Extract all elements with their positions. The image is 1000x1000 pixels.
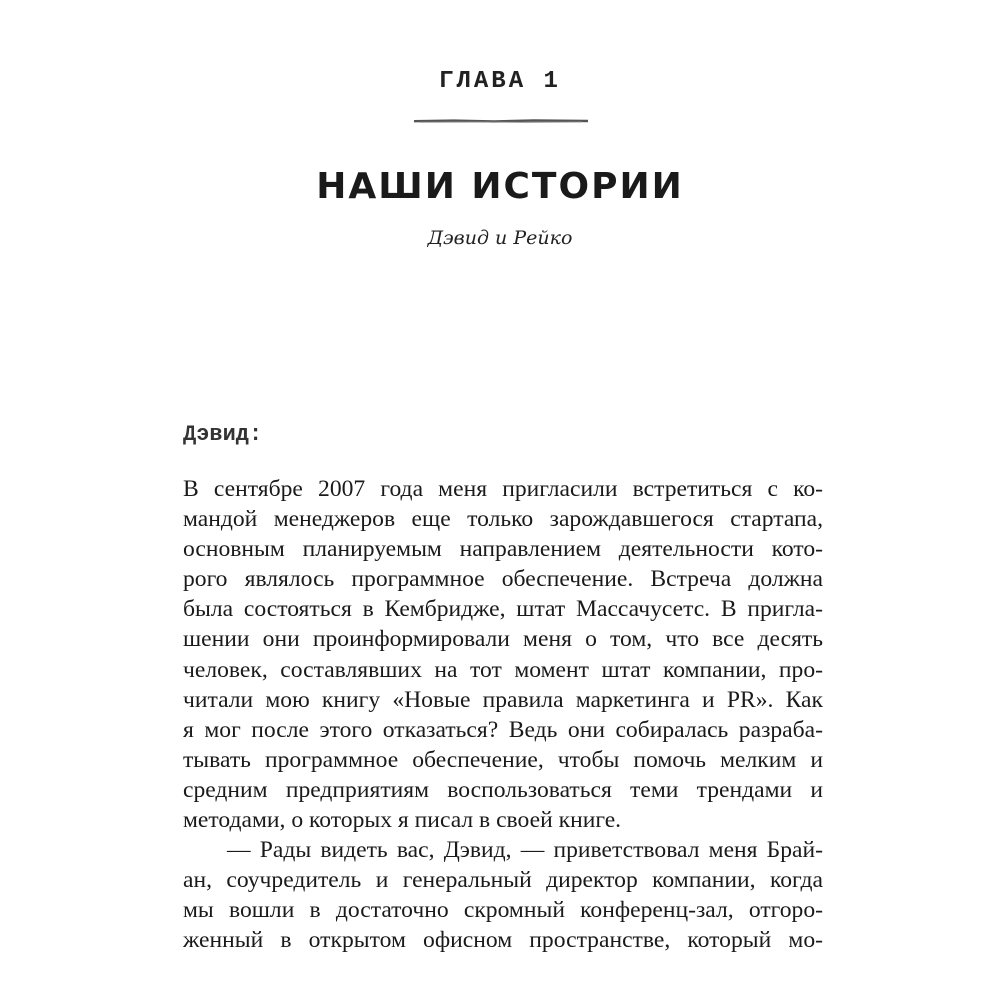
text-line: ан, соучредитель и генеральный директор компании, когда	[183, 867, 823, 894]
text-line: человек, составлявших на тот момент штат компании, про-	[183, 656, 823, 683]
text-line: шении они проинформировали меня о том, что все десять	[183, 626, 823, 653]
text-line: — Рады видеть вас, Дэвид, — приветствовал меня Брай-	[227, 837, 823, 864]
body-text	[183, 474, 823, 956]
text-line: я мог после этого отказаться? Ведь они собиралась разраба-	[183, 716, 823, 743]
chapter-divider	[414, 118, 588, 124]
chapter-title: НАШИ ИСТОРИИ	[316, 166, 684, 207]
text-line: мы вошли в достаточно скромный конференц-зал, отгоро-	[183, 897, 823, 924]
text-line: тывать программное обеспечение, чтобы помочь мелким и	[183, 746, 823, 773]
text-line: была состояться в Кембридже, штат Массачусетс. В пригла-	[183, 596, 823, 623]
speaker-label: Дэвид:	[183, 422, 263, 447]
text-line: средним предприятиям воспользоваться теми трендами и	[183, 776, 823, 803]
text-line: мандой менеджеров еще только зарождавшегося стартапа,	[183, 506, 823, 533]
chapter-authors: Дэвид и Рейко	[427, 227, 573, 249]
text-line: рого являлось программное обеспечение. Встреча должна	[183, 566, 823, 593]
chapter-number: ГЛАВА 1	[439, 68, 561, 95]
text-line: методами, о которых я писал в своей книге.	[183, 807, 622, 834]
text-line: основным планируемым направлением деятельности кото-	[183, 536, 823, 563]
text-line: В сентябре 2007 года меня пригласили встретиться с ко-	[183, 476, 823, 502]
text-line: читали мою книгу «Новые правила маркетинга и PR». Как	[183, 686, 823, 713]
text-line: женный в открытом офисном пространстве, который мо-	[183, 927, 823, 954]
